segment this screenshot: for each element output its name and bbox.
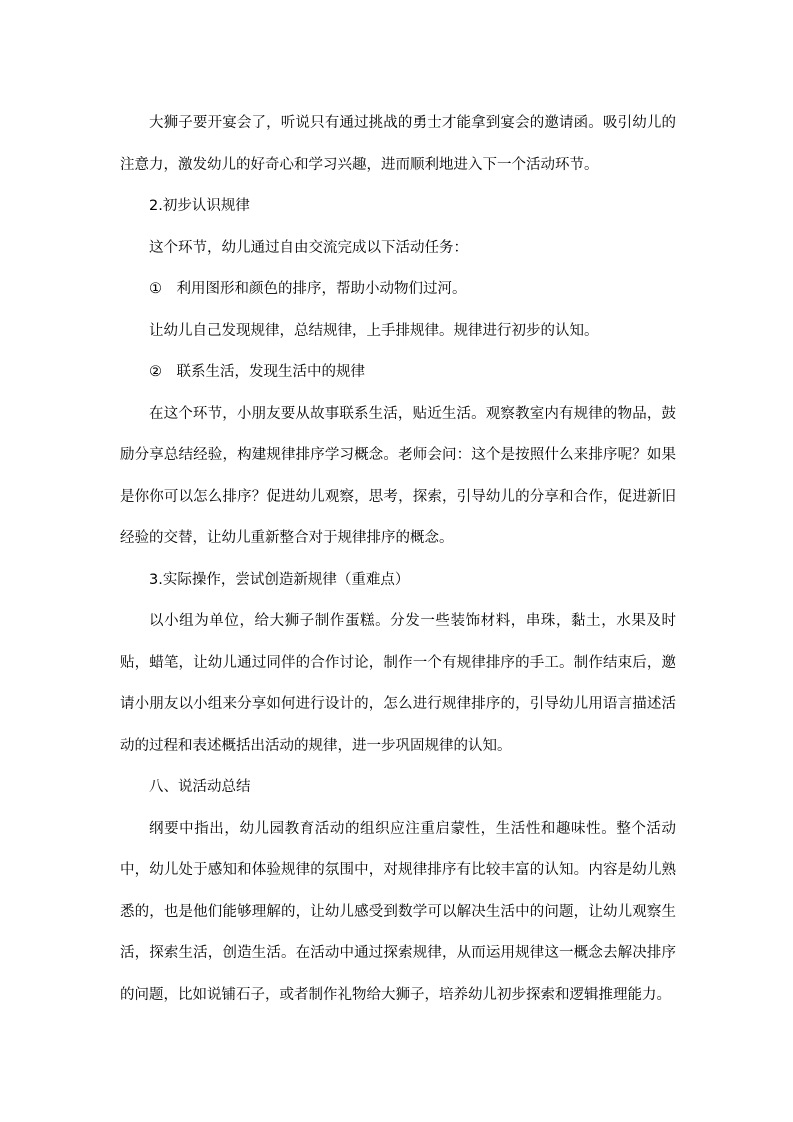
section-heading-8: 八、说活动总结 xyxy=(149,779,251,795)
paragraph-task-intro: 这个环节，幼儿通过自由交流完成以下活动任务： xyxy=(149,239,468,256)
section-heading-2: 2.初步认识规律 xyxy=(149,198,250,214)
section-heading-3: 3.实际操作，尝试创造新规律（重难点） xyxy=(149,571,410,588)
paragraph-practice: 以小组为单位，给大狮子制作蛋糕。分发一些装饰材料，串珠，黏土，水果及时贴，蜡笔，让幼儿通过同伴的合作讨论，制作一个有规律排序的手工。制作结束后，邀请小朋友以小组来分享如何进行设计的，怎么进行规律排序的，引导幼儿用语言描述活动的过程和表述概括出活动的规律，进一步巩固规律的认知。 xyxy=(120,613,676,754)
list-item-2: ② 联系生活，发现生活中的规律 xyxy=(149,364,365,380)
paragraph-intro: 大狮子要开宴会了，听说只有通过挑战的勇士才能拿到宴会的邀请函。吸引幼儿的注意力，激发幼儿的好奇心和学习兴趣，进而顺利地进入下一个活动环节。 xyxy=(120,115,676,173)
paragraph-summary: 纲要中指出，幼儿园教育活动的组织应注重启蒙性，生活性和趣味性。整个活动中，幼儿处于感知和体验规律的氛围中，对规律排序有比较丰富的认知。内容是幼儿熟悉的，也是他们能够理解的，让幼儿感受到数学可以解决生活中的问题，让幼儿观察生活，探索生活，创造生活。在活动中通过探索规律，从而运用规律这一概念去解决排序的问题，比如说铺石子，或者制作礼物给大狮子，培养幼儿初步探索和逻辑推理能力。 xyxy=(120,820,676,1003)
list-item-1: ① 利用图形和颜色的排序，帮助小动物们过河。 xyxy=(149,281,467,297)
paragraph-life-connection: 在这个环节，小朋友要从故事联系生活，贴近生活。观察教室内有规律的物品，鼓励分享总结经验，构建规律排序学习概念。老师会问：这个是按照什么来排序呢？如果是你你可以怎么排序？促进幼儿观察，思考，探索，引导幼儿的分享和合作，促进新旧经验的交替，让幼儿重新整合对于规律排序的概念。 xyxy=(120,405,676,546)
paragraph-discover-rules: 让幼儿自己发现规律，总结规律，上手排规律。规律进行初步的认知。 xyxy=(149,322,599,339)
document-body xyxy=(120,103,676,1016)
